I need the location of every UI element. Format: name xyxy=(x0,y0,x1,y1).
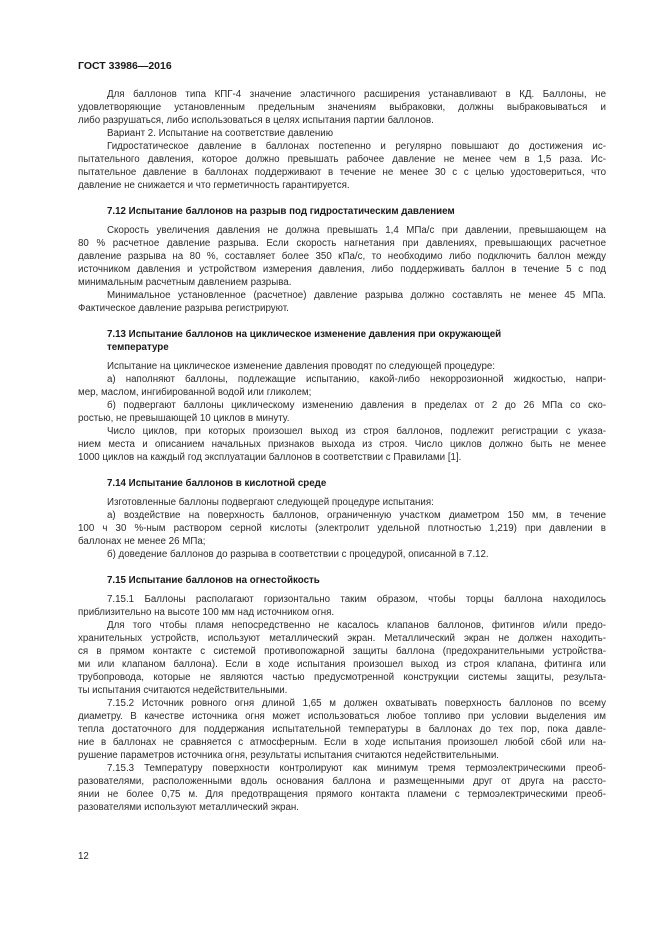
section-heading xyxy=(78,205,606,218)
paragraph xyxy=(78,509,606,548)
text-line: 7.15.3 Температуру поверхности контролируют как минимум тремя термоэлектрическими преоб- xyxy=(107,763,606,774)
text-line: нием места и описанием начальных признаков выхода из строя. Число циклов должно быть не менее xyxy=(78,439,606,450)
paragraph xyxy=(78,762,606,814)
text-line: 1000 циклов на каждый год эксплуатации баллонов в соответствии с Правилами [1]. xyxy=(78,452,462,463)
paragraph xyxy=(78,224,606,289)
text-line: 7.12 Испытание баллонов на разрыв под гидростатическим давлением xyxy=(107,206,455,217)
text-line: приблизительно на высоте 100 мм над источником огня. xyxy=(78,607,335,618)
section-heading xyxy=(78,477,606,490)
text-line: Число циклов, при которых произошел выход из строя баллонов, подлежит регистрации с указа- xyxy=(107,426,606,437)
text-line: а) воздействие на поверхность баллонов, ограниченную участком диаметром 150 мм, в течение xyxy=(107,510,606,521)
text-line: хранительных устройств, используют металлический экран. Металлический экран не должен находить- xyxy=(78,633,606,644)
paragraph xyxy=(78,697,606,762)
text-line: диаметру. В качестве источника огня может использоваться любое топливо при условии выделения им xyxy=(78,711,606,722)
text-line: баллонах не менее 26 МПа; xyxy=(78,536,206,547)
section-heading xyxy=(78,328,606,354)
text-line: ние в баллонах не сравняется с атмосферным. Если в ходе испытания произошел любой сбой или на- xyxy=(78,737,606,748)
paragraph xyxy=(78,373,606,399)
text-line: давление разрыва на 80 %, составляет более 350 кПа/с, то необходимо либо подключить баллон между xyxy=(78,251,606,262)
paragraph xyxy=(78,548,606,561)
text-line: б) доведение баллонов до разрыва в соответствии с процедурой, описанной в 7.12. xyxy=(107,549,489,560)
paragraph xyxy=(78,140,606,192)
text-line: минимальным расчетным давлением разрыва. xyxy=(78,277,292,288)
text-line: разователями используют металлический экран. xyxy=(78,802,299,813)
text-line: источником давления и устройством измерения давления, либо поддерживать баллон в течение 5 с под xyxy=(78,264,606,275)
paragraph xyxy=(78,399,606,425)
text-line: Изготовленные баллоны подвергают следующей процедуре испытания: xyxy=(107,497,434,508)
text-line: Скорость увеличения давления не должна превышать 1,4 МПа/с при давлении, превышающем на xyxy=(107,225,606,236)
text-line: ростью, не превышающей 10 циклов в минуту. xyxy=(78,413,290,424)
text-line: 7.15 Испытание баллонов на огнестойкость xyxy=(107,575,320,586)
text-line: Гидростатическое давление в баллонах постепенно и регулярно повышают до достижения ис- xyxy=(107,141,606,152)
text-line: давление не снижается и что герметичность гарантируется. xyxy=(78,180,350,191)
text-line: янии не более 0,75 м. Для предотвращения прямого контакта пламени с термоэлектрическими преоб- xyxy=(78,789,606,800)
text-line: Для того чтобы пламя непосредственно не касалось клапанов баллонов, фитингов и/или предо- xyxy=(107,620,606,631)
text-line: рушение параметров источника огня, результаты испытания считаются недействительными. xyxy=(78,750,500,761)
paragraph xyxy=(78,619,606,697)
text-line: а) наполняют баллоны, подлежащие испытанию, какой-либо некоррозионной жидкостью, напри- xyxy=(107,374,606,385)
text-line: 7.15.2 Источник ровного огня длиной 1,65 м должен охватывать поверхность баллонов по всему xyxy=(107,698,606,709)
paragraph xyxy=(78,593,606,619)
page-number: 12 xyxy=(78,851,89,862)
paragraph xyxy=(78,127,606,140)
text-line: Для баллонов типа КПГ-4 значение эластичного расширения устанавливают в КД. Баллоны, не xyxy=(107,89,606,100)
text-line: Вариант 2. Испытание на соответствие давлению xyxy=(107,128,334,139)
text-line: б) подвергают баллоны циклическому изменению давления в пределах от 2 до 26 МПа со ско- xyxy=(107,400,606,411)
document-header: ГОСТ 33986—2016 xyxy=(78,60,172,72)
text-line: Фактическое давление разрыва регистрируют. xyxy=(78,303,289,314)
paragraph xyxy=(78,88,606,127)
paragraph xyxy=(78,289,606,315)
text-line: ты испытания считаются недействительными. xyxy=(78,685,288,696)
paragraph xyxy=(78,496,606,509)
text-line: пытательное давление в баллонах поддерживают в течение не менее 30 с с целью удостовериться, что xyxy=(78,167,606,178)
text-line: 7.13 Испытание баллонов на циклическое изменение давления при окружающей xyxy=(107,329,502,340)
paragraph xyxy=(78,425,606,464)
text-line: Испытание на циклическое изменение давления проводят по следующей процедуре: xyxy=(107,361,495,372)
text-line: 100 ч 30 %-ным раствором серной кислоты (электролит удельной плотностью 1,219) при давлении в xyxy=(78,523,606,534)
text-line: тепла достаточного для поддержания испытательной температуры в баллонах до тех пор, пока давле- xyxy=(78,724,606,735)
text-line: 7.15.1 Баллоны располагают горизонтально таким образом, чтобы торцы баллона находилось xyxy=(107,594,606,605)
document-body xyxy=(78,88,606,814)
text-line: температуре xyxy=(107,342,169,353)
paragraph xyxy=(78,360,606,373)
text-line: Минимальное установленное (расчетное) давление разрыва должно составлять не менее 45 МПа. xyxy=(107,290,606,301)
text-line: трубопровода, которые не являются частью предусмотренной конструкции системы защиты, результа- xyxy=(78,672,606,683)
text-line: пытательного давления, которое должно превышать рабочее давление не менее чем в 1,5 раза. Ис- xyxy=(78,154,606,165)
text-line: ми или клапаном баллона). Если в ходе испытания произошел выход из строя клапана, фитинга или xyxy=(78,659,606,670)
text-line: либо разрушаться, либо использоваться в целях испытания партии баллонов. xyxy=(78,115,434,126)
text-line: 7.14 Испытание баллонов в кислотной среде xyxy=(107,478,327,489)
section-heading xyxy=(78,574,606,587)
text-line: удовлетворяющие установленным предельным значениям выбраковки, должны выбраковываться и xyxy=(78,102,606,113)
text-line: 80 % расчетное давление разрыва. Если скорость нагнетания при давлениях, превышающих расчетное xyxy=(78,238,606,249)
text-line: ся в прямом контакте с системой противопожарной защиты баллона (предохранительными устройства- xyxy=(78,646,606,657)
text-line: мер, маслом, ингибированной водой или гликолем; xyxy=(78,387,312,398)
text-line: разователями, расположенными вдоль основания баллона и размещенными друг от друга на рассто- xyxy=(78,776,606,787)
